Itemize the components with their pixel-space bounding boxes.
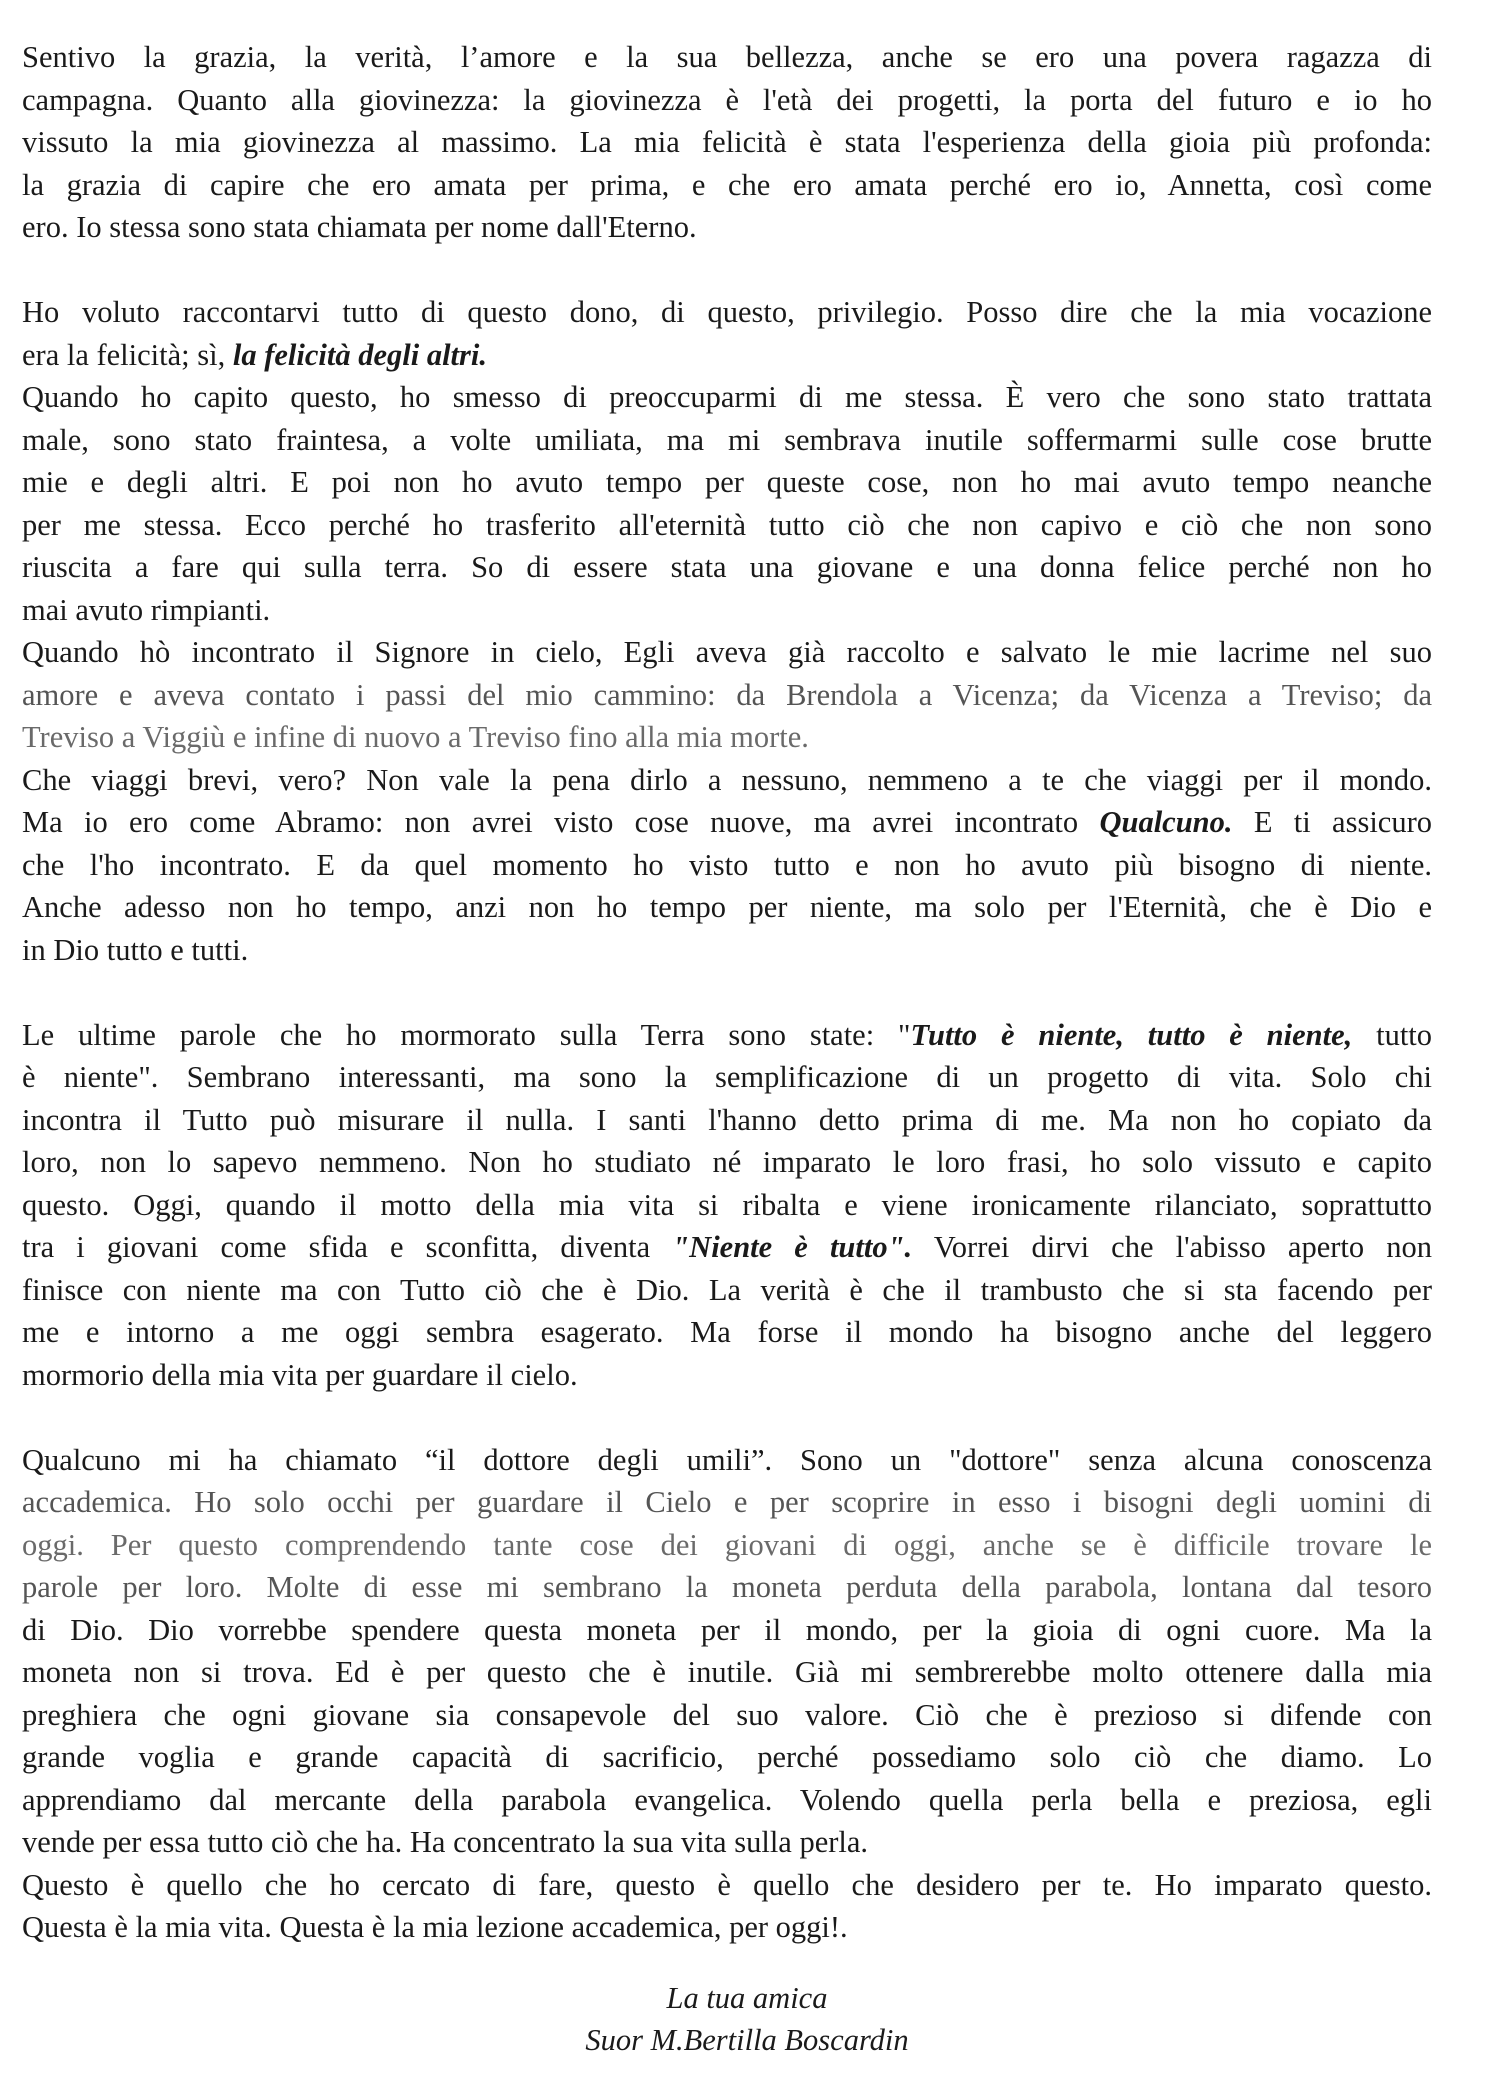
text-line: male, sono stato fraintesa, a volte umiliata, ma mi sembrava inutile soffermarmi sulle cose brutte [22, 422, 1432, 457]
paragraph-2 [22, 291, 1432, 971]
text-line: ero. Io stessa sono stata chiamata per nome dall'Eterno. [22, 210, 697, 244]
paragraph-gap [22, 971, 1432, 1014]
text-line: grande voglia e grande capacità di sacrificio, perché possediamo solo ciò che diamo. Lo [22, 1740, 1432, 1774]
signature-closing: La tua amica [666, 1980, 828, 2015]
text-line: vissuto la mia giovinezza al massimo. La mia felicità è stata l'esperienza della gioia più profonda: [22, 125, 1432, 159]
text-line: parole per loro. Molte di esse mi sembrano la moneta perduta della parabola, lontana dal tesoro [22, 1570, 1432, 1604]
text-line: preghiera che ogni giovane sia consapevole del suo valore. Ciò che è prezioso si difende con [22, 1697, 1432, 1732]
text-line: Questa è la mia vita. Questa è la mia lezione accademica, per oggi!. [22, 1910, 848, 1944]
text-line: Le ultime parole che ho mormorato sulla Terra sono state: "Tutto è niente, tutto è niente, tutto [22, 1017, 1433, 1052]
text-line: Anche adesso non ho tempo, anzi non ho tempo per niente, ma solo per l'Eternità, che è Dio e [22, 890, 1432, 924]
emphasis-text: Tutto è niente, tutto è niente, [910, 1017, 1353, 1052]
signature-name: Suor M.Bertilla Boscardin [585, 2023, 909, 2057]
emphasis-text: la felicità degli altri. [232, 337, 487, 372]
text-line: mie e degli altri. E poi non ho avuto tempo per queste cose, non ho mai avuto tempo neanche [22, 465, 1432, 499]
letter-page [22, 36, 1432, 2062]
paragraph-4 [22, 1439, 1432, 1949]
text-line: Qualcuno mi ha chiamato “il dottore degli umili”. Sono un "dottore" senza alcuna conoscenza [22, 1442, 1432, 1477]
text-line: Questo è quello che ho cercato di fare, questo è quello che desidero per te. Ho imparato questo. [22, 1867, 1432, 1902]
text-line: vende per essa tutto ciò che ha. Ha concentrato la sua vita sulla perla. [22, 1825, 869, 1859]
text-line: di Dio. Dio vorrebbe spendere questa moneta per il mondo, per la gioia di ogni cuore. Ma la [22, 1612, 1432, 1647]
text-line: questo. Oggi, quando il motto della mia vita si ribalta e viene ironicamente rilanciato, soprattutto [22, 1187, 1432, 1222]
text-line: accademica. Ho solo occhi per guardare il Cielo e per scoprire in esso i bisogni degli uomini di [22, 1485, 1432, 1519]
text-line: mai avuto rimpianti. [22, 592, 271, 627]
signature-block [22, 1977, 1432, 2062]
text-line: Sentivo la grazia, la verità, l’amore e la sua bellezza, anche se ero una povera ragazza di [22, 40, 1432, 74]
text-line: Treviso a Viggiù e infine di nuovo a Treviso fino alla mia morte. [22, 720, 809, 754]
text-line: Ho voluto raccontarvi tutto di questo dono, di questo, privilegio. Posso dire che la mia vocazione [22, 295, 1432, 329]
text-line: oggi. Per questo comprendendo tante cose dei giovani di oggi, anche se è difficile trovare le [22, 1527, 1432, 1562]
text-line: amore e aveva contato i passi del mio cammino: da Brendola a Vicenza; da Vicenza a Treviso; da [22, 677, 1432, 712]
text-line: Che viaggi brevi, vero? Non vale la pena dirlo a nessuno, nemmeno a te che viaggi per il mondo. [22, 762, 1432, 797]
text-line: Quando hò incontrato il Signore in cielo, Egli aveva già raccolto e salvato le mie lacrime nel suo [22, 635, 1432, 669]
paragraph-gap [22, 249, 1432, 292]
text-line: tra i giovani come sfida e sconfitta, diventa "Niente è tutto". Vorrei dirvi che l'abisso aperto non [22, 1230, 1432, 1264]
text-line: riuscita a fare qui sulla terra. So di essere stata una giovane e una donna felice perché non ho [22, 550, 1432, 584]
paragraph-1 [22, 36, 1432, 249]
text-line: Ma io ero come Abramo: non avrei visto cose nuove, ma avrei incontrato Qualcuno. E ti assicuro [22, 805, 1432, 839]
text-line: incontra il Tutto può misurare il nulla. I santi l'hanno detto prima di me. Ma non ho copiato da [22, 1102, 1432, 1137]
text-line: finisce con niente ma con Tutto ciò che è Dio. La verità è che il trambusto che si sta facendo per [22, 1272, 1432, 1307]
paragraph-3 [22, 1014, 1432, 1397]
text-line: me e intorno a me oggi sembra esagerato. Ma forse il mondo ha bisogno anche del leggero [22, 1315, 1432, 1349]
text-line: campagna. Quanto alla giovinezza: la giovinezza è l'età dei progetti, la porta del futuro e io ho [22, 82, 1432, 117]
text-line: mormorio della mia vita per guardare il cielo. [22, 1357, 578, 1392]
text-line: loro, non lo sapevo nemmeno. Non ho studiato né imparato le loro frasi, ho solo vissuto e capito [22, 1145, 1432, 1179]
text-line: in Dio tutto e tutti. [22, 932, 249, 967]
text-line: apprendiamo dal mercante della parabola evangelica. Volendo quella perla bella e preziosa, egli [22, 1782, 1432, 1817]
text-line: era la felicità; sì, la felicità degli altri. [22, 337, 487, 372]
emphasis-text: Qualcuno. [1099, 805, 1233, 839]
text-line: Quando ho capito questo, ho smesso di preoccuparmi di me stessa. È vero che sono stato trattata [22, 380, 1432, 414]
text-line: per me stessa. Ecco perché ho trasferito all'eternità tutto ciò che non capivo e ciò che non sono [22, 507, 1432, 542]
text-line: la grazia di capire che ero amata per prima, e che ero amata perché ero io, Annetta, così come [22, 167, 1432, 202]
emphasis-text: "Niente è tutto". [672, 1230, 913, 1264]
text-line: è niente". Sembrano interessanti, ma sono la semplificazione di un progetto di vita. Solo chi [22, 1060, 1432, 1094]
text-line: che l'ho incontrato. E da quel momento ho visto tutto e non ho avuto più bisogno di niente. [22, 847, 1432, 882]
paragraph-gap [22, 1396, 1432, 1439]
text-line: moneta non si trova. Ed è per questo che è inutile. Già mi sembrerebbe molto ottenere dalla mia [22, 1655, 1432, 1689]
